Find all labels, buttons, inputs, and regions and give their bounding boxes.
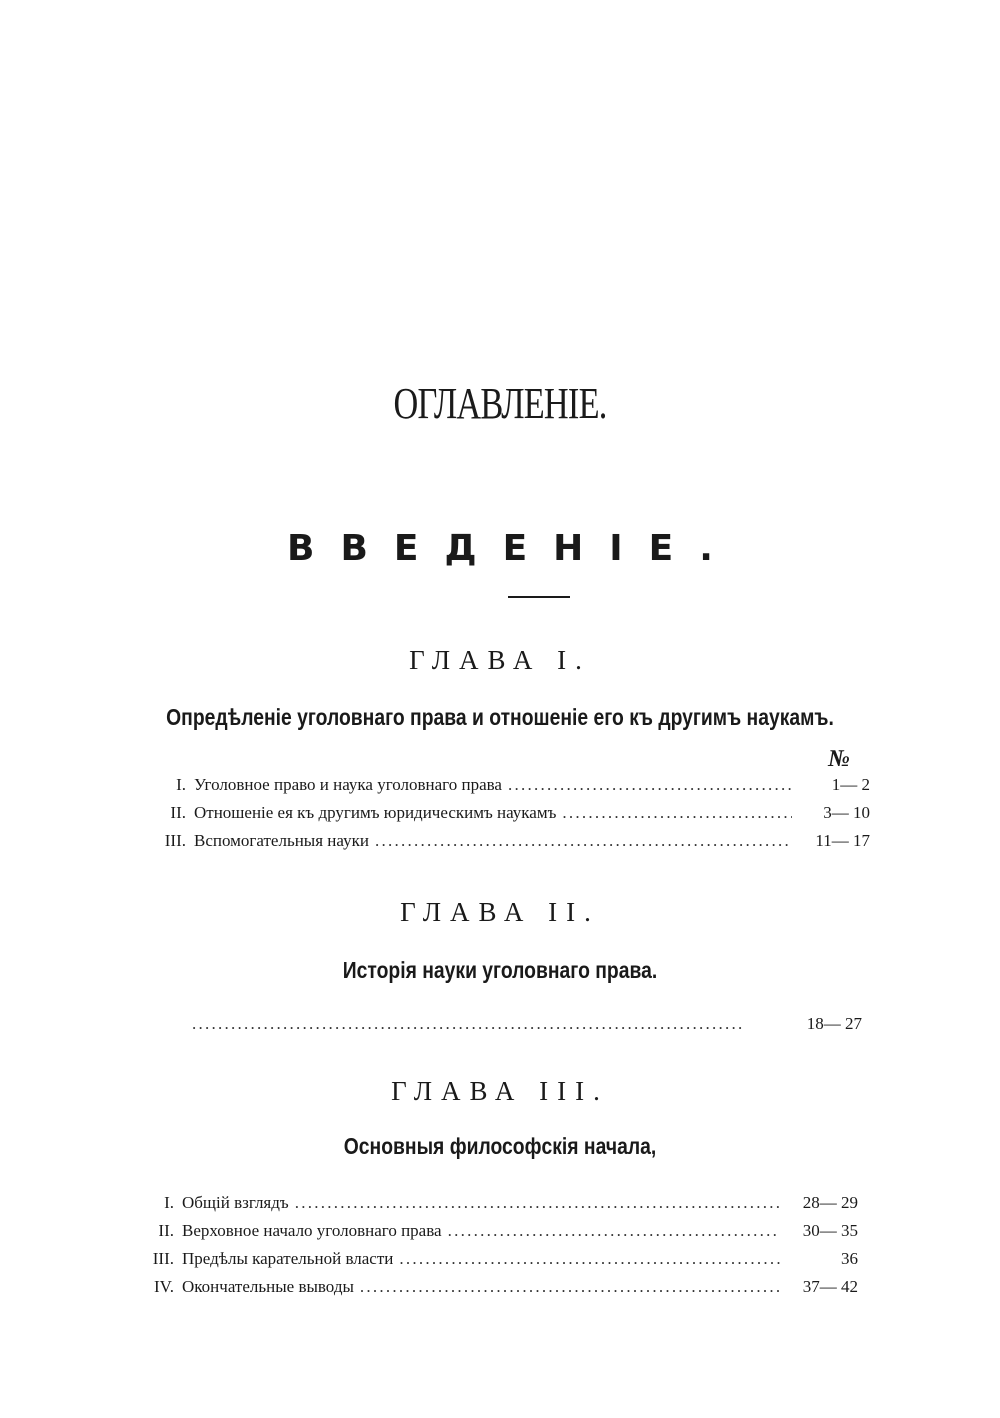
- entry-title: Уголовное право и наука уголовнаго права: [194, 775, 502, 794]
- introduction-heading: ВВЕДЕНІЕ.: [287, 528, 739, 569]
- dot-leader: [502, 775, 792, 795]
- entry-pages: 18— 27: [806, 1014, 862, 1033]
- chapter-2-label: ГЛАВА II.: [400, 897, 600, 927]
- chapter-3-entries: [136, 1193, 858, 1305]
- toc-entry[interactable]: [148, 831, 870, 859]
- entry-pages: 1— 2: [831, 775, 870, 794]
- toc-entry[interactable]: [148, 803, 870, 831]
- toc-entry[interactable]: [136, 1221, 858, 1249]
- divider-rule: [508, 596, 570, 598]
- entry-numeral: I.: [176, 775, 186, 794]
- entry-pages: 3— 10: [823, 803, 870, 822]
- dot-leader: [354, 1277, 780, 1297]
- entry-numeral: II.: [158, 1221, 174, 1240]
- entry-pages: 37— 42: [802, 1277, 858, 1296]
- toc-entry[interactable]: [140, 1014, 862, 1042]
- chapter-1-entries: [148, 775, 870, 859]
- chapter-2-entries: [140, 1014, 862, 1042]
- entry-numeral: I.: [164, 1193, 174, 1212]
- entry-pages: 30— 35: [802, 1221, 858, 1240]
- toc-entry[interactable]: [136, 1193, 858, 1221]
- dot-leader: [289, 1193, 780, 1213]
- entry-pages: 28— 29: [802, 1193, 858, 1212]
- entry-title: Отношеніе ея къ другимъ юридическимъ наукамъ: [194, 803, 557, 822]
- entry-numeral: III.: [164, 831, 186, 850]
- toc-entry[interactable]: [136, 1277, 858, 1305]
- page-title: ОГЛАВЛЕНІЕ.: [393, 379, 607, 428]
- chapter-3-label: ГЛАВА III.: [391, 1076, 609, 1106]
- entry-title: Верховное начало уголовнаго права: [182, 1221, 442, 1240]
- toc-entry[interactable]: [136, 1249, 858, 1277]
- toc-entry[interactable]: [148, 775, 870, 803]
- entry-title: Вспомогательныя науки: [194, 831, 369, 850]
- entry-title: Окончательные выводы: [182, 1277, 354, 1296]
- entry-numeral: II.: [170, 803, 186, 822]
- dot-leader: [369, 831, 792, 851]
- chapter-2-title: Исторія науки уголовнаго права.: [342, 957, 658, 983]
- dot-leader: [442, 1221, 780, 1241]
- entry-numeral: IV.: [154, 1277, 174, 1296]
- entry-title: Предѣлы карательной власти: [182, 1249, 394, 1268]
- chapter-3-title: Основныя философскія начала,: [343, 1133, 657, 1159]
- entry-numeral: III.: [152, 1249, 174, 1268]
- dot-leader: [556, 803, 792, 823]
- section-number-header: №: [828, 746, 850, 772]
- dot-leader: [186, 1014, 784, 1034]
- dot-leader: [393, 1249, 780, 1269]
- entry-title: Общій взглядъ: [182, 1193, 289, 1212]
- entry-pages: 36: [841, 1249, 858, 1268]
- chapter-1-label: ГЛАВА I.: [409, 645, 591, 675]
- entry-pages: 11— 17: [815, 831, 870, 850]
- chapter-1-title: Опредѣленіе уголовнаго права и отношеніе его къ другимъ наукамъ.: [166, 704, 834, 730]
